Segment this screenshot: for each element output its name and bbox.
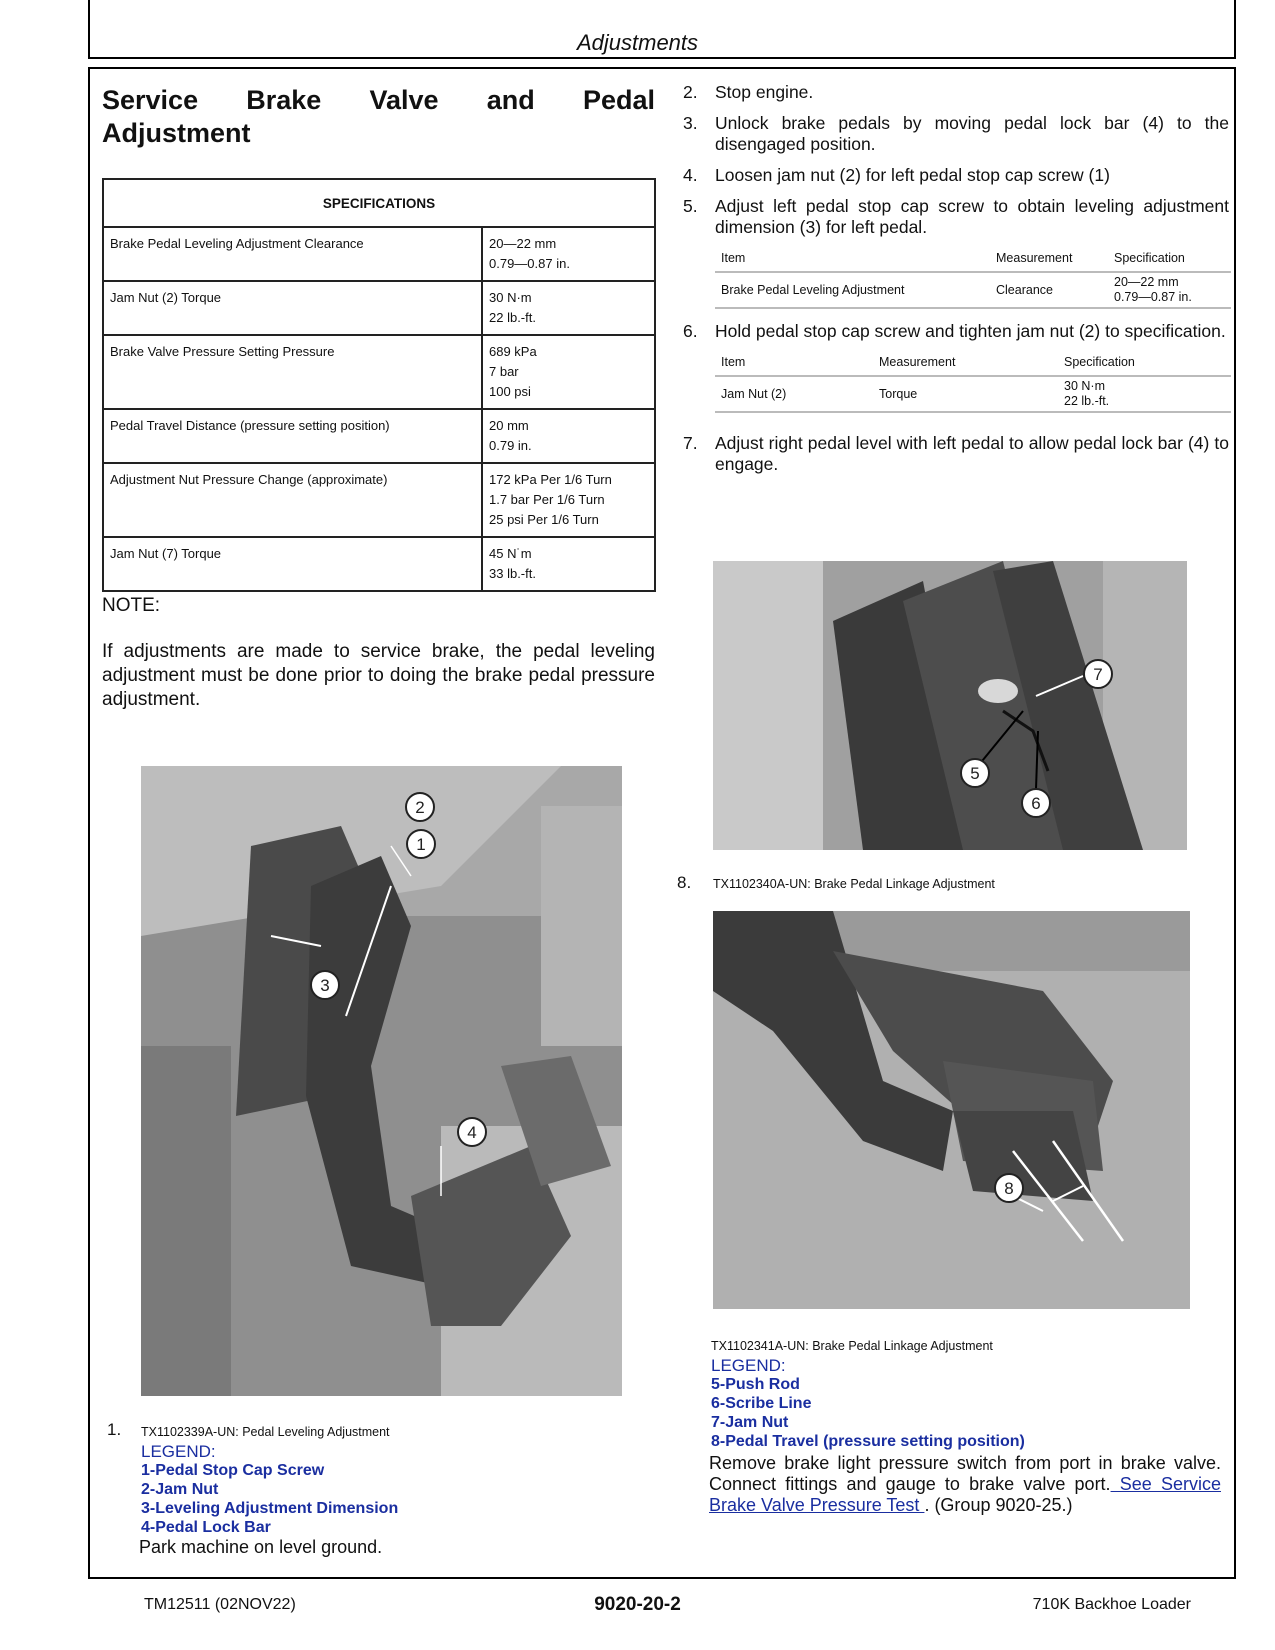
table-row: Pedal Travel Distance (pressure setting position) 20 mm 0.79 in. xyxy=(103,409,655,463)
brake-linkage-photo xyxy=(713,561,1187,850)
page-header-title: Adjustments xyxy=(576,30,699,55)
callout-marker xyxy=(1084,660,1112,688)
callout-marker xyxy=(995,1174,1023,1202)
table-row: Brake Valve Pressure Setting Pressure 689 kPa 7 bar 100 psi xyxy=(103,335,655,409)
legend-item: 1-Pedal Stop Cap Screw xyxy=(141,1462,325,1479)
step-text: Park machine on level ground. xyxy=(139,1537,383,1557)
procedure-steps xyxy=(683,82,1229,485)
svg-text:6: 6 xyxy=(1031,794,1041,813)
legend-heading: LEGEND: xyxy=(711,1356,786,1375)
list-item: 3. Unlock brake pedals by moving pedal lock bar (4) to the disengaged position. xyxy=(683,113,1229,154)
svg-text:5: 5 xyxy=(970,764,980,783)
legend-item: 3-Leveling Adjustment Dimension xyxy=(141,1500,399,1517)
list-item: 2. Stop engine. xyxy=(683,82,814,102)
callout-marker xyxy=(458,1118,486,1146)
list-item: 7. Adjust right pedal level with left pedal to allow pedal lock bar (4) to engage. xyxy=(683,433,1229,474)
pedal-leveling-photo xyxy=(141,766,622,1396)
callout-marker xyxy=(406,793,434,821)
legend-item: 5-Push Rod xyxy=(711,1376,800,1393)
svg-text:7: 7 xyxy=(1093,665,1103,684)
list-item: 6. Hold pedal stop cap screw and tighten jam nut (2) to specification. xyxy=(683,321,1226,341)
callout-marker xyxy=(1022,789,1050,817)
footer-page-number: 9020-20-2 xyxy=(594,1594,681,1615)
jam-nut-spec-table: Item Measurement Specification Jam Nut (2) Torque 30 N·m 22 lb.-ft. xyxy=(715,350,1231,413)
note-heading: NOTE: xyxy=(102,595,161,616)
svg-text:4: 4 xyxy=(467,1123,477,1142)
callout-marker xyxy=(961,759,989,787)
figure-caption: TX1102341A-UN: Brake Pedal Linkage Adjustment xyxy=(711,1339,993,1353)
list-item: 5. Adjust left pedal stop cap screw to obtain leveling adjustment dimension (3) for left pedal. xyxy=(683,196,1229,237)
note-text: If adjustments are made to service brake, the pedal leveling adjustment must be done prior to doing the brake pedal pressure adjustment. xyxy=(102,641,655,710)
callout-marker xyxy=(407,830,435,858)
table-row: Brake Pedal Leveling Adjustment Clearance 20—22 mm 0.79—0.87 in. xyxy=(103,227,655,281)
legend-item: 8-Pedal Travel (pressure setting position) xyxy=(711,1433,1025,1450)
footer-doc-id: TM12511 (02NOV22) xyxy=(144,1596,296,1613)
legend-item: 2-Jam Nut xyxy=(141,1481,219,1498)
table-row: Brake Pedal Leveling Adjustment Clearance 20—22 mm 0.79—0.87 in. xyxy=(715,272,1231,308)
legend-item: 4-Pedal Lock Bar xyxy=(141,1519,271,1536)
specifications-heading: SPECIFICATIONS xyxy=(103,179,655,227)
step-text: Remove brake light pressure switch from port in brake valve. Connect fittings and gauge to brake valve port. See Service Brake Valve Pressure Test . (Group 9020-25.) xyxy=(709,1453,1221,1515)
section-title: Service Brake Valve and Pedal Adjustment xyxy=(102,85,655,148)
legend-block xyxy=(711,1356,1025,1451)
legend-heading: LEGEND: xyxy=(141,1442,216,1461)
table-row: Jam Nut (2) Torque 30 N·m 22 lb.-ft. xyxy=(103,281,655,335)
svg-text:3: 3 xyxy=(320,976,330,995)
table-row: Adjustment Nut Pressure Change (approximate) 172 kPa Per 1/6 Turn 1.7 bar Per 1/6 Turn 25 psi Per 1/6 Turn xyxy=(103,463,655,537)
legend-block xyxy=(141,1442,398,1537)
legend-item: 7-Jam Nut xyxy=(711,1414,789,1431)
footer-machine-model: 710K Backhoe Loader xyxy=(1032,1596,1191,1613)
legend-item: 6-Scribe Line xyxy=(711,1395,812,1412)
step-number: 8. xyxy=(677,873,692,892)
figure-caption: TX1102339A-UN: Pedal Leveling Adjustment xyxy=(141,1425,390,1439)
service-brake-valve-pressure-test-link[interactable]: See Service Brake Valve Pressure Test xyxy=(709,1474,1221,1515)
step-number: 1. xyxy=(107,1420,122,1439)
svg-text:1: 1 xyxy=(416,835,426,854)
specifications-table xyxy=(102,178,656,592)
svg-text:8: 8 xyxy=(1004,1179,1014,1198)
leveling-spec-table: Item Measurement Specification Brake Pedal Leveling Adjustment Clearance 20—22 mm 0.79—0.87 in. xyxy=(715,246,1231,309)
table-row: Jam Nut (2) Torque 30 N·m 22 lb.-ft. xyxy=(715,376,1231,412)
svg-text:2: 2 xyxy=(415,798,425,817)
figure-caption: TX1102340A-UN: Brake Pedal Linkage Adjustment xyxy=(713,877,995,891)
callout-marker xyxy=(311,971,339,999)
list-item: 4. Loosen jam nut (2) for left pedal stop cap screw (1) xyxy=(683,165,1110,185)
pedal-travel-photo xyxy=(713,911,1190,1309)
table-row: Jam Nut (7) Torque 45 N˙m 33 lb.-ft. xyxy=(103,537,655,591)
